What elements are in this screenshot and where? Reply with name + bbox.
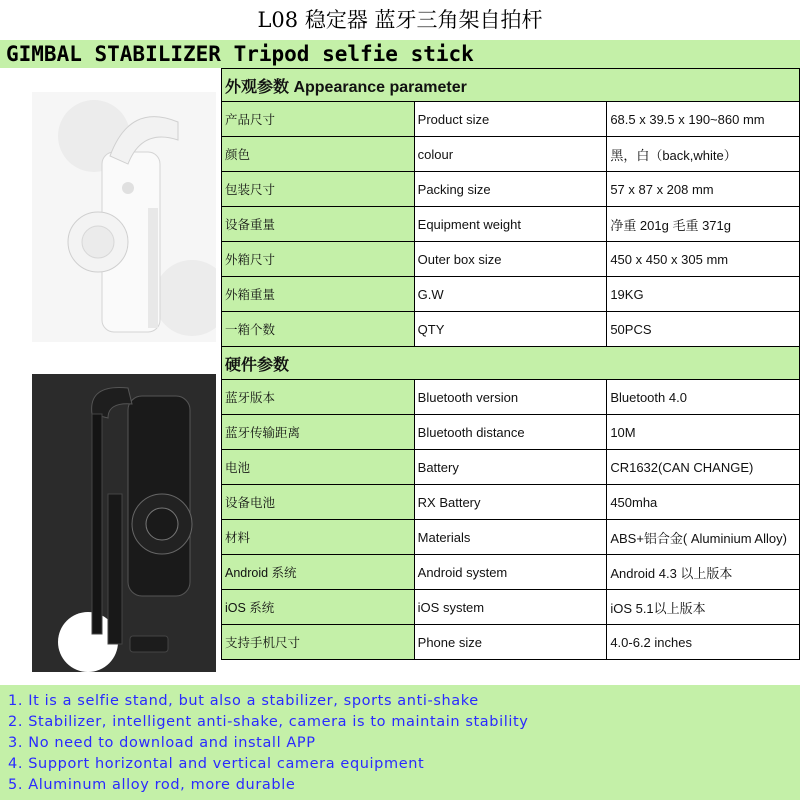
table-row <box>222 277 800 312</box>
feature-note: 2. Stabilizer, intelligent anti-shake, camera is to maintain stability <box>8 714 529 730</box>
spec-label-en: Outer box size <box>414 242 607 277</box>
spec-value: 4.0-6.2 inches <box>607 625 800 660</box>
appearance-section-header <box>222 69 800 102</box>
feature-note: 4. Support horizontal and vertical camera equipment <box>8 756 425 772</box>
table-row <box>222 590 800 625</box>
spec-value: 净重 201g 毛重 371g <box>607 207 800 242</box>
spec-value: CR1632(CAN CHANGE) <box>607 450 800 485</box>
spec-label-en: Packing size <box>414 172 607 207</box>
spec-label-en: iOS system <box>414 590 607 625</box>
table-row <box>222 555 800 590</box>
table-row <box>222 415 800 450</box>
feature-note: 5. Aluminum alloy rod, more durable <box>8 777 296 793</box>
spec-label-zh: 设备重量 <box>222 207 415 242</box>
spec-label-zh: 设备电池 <box>222 485 415 520</box>
spec-value: 19KG <box>607 277 800 312</box>
title-english: GIMBAL STABILIZER Tripod selfie stick <box>0 40 800 68</box>
table-row <box>222 312 800 347</box>
spec-label-en: Equipment weight <box>414 207 607 242</box>
table-row <box>222 380 800 415</box>
spec-value: 450 x 450 x 305 mm <box>607 242 800 277</box>
white-gimbal-stabilizer-image <box>32 92 216 342</box>
spec-label-zh: 蓝牙版本 <box>222 380 415 415</box>
spec-value: 10M <box>607 415 800 450</box>
spec-label-zh: 产品尺寸 <box>222 102 415 137</box>
feature-notes <box>0 685 800 800</box>
feature-note: 3. No need to download and install APP <box>8 735 316 751</box>
feature-note: 1. It is a selfie stand, but also a stabilizer, sports anti-shake <box>8 693 479 709</box>
table-row <box>222 137 800 172</box>
spec-label-zh: 一箱个数 <box>222 312 415 347</box>
spec-value: iOS 5.1以上版本 <box>607 590 800 625</box>
spec-label-zh: iOS 系统 <box>222 590 415 625</box>
spec-label-zh: Android 系统 <box>222 555 415 590</box>
spec-label-en: Bluetooth distance <box>414 415 607 450</box>
spec-value: 57 x 87 x 208 mm <box>607 172 800 207</box>
table-row <box>222 625 800 660</box>
spec-label-zh: 蓝牙传输距离 <box>222 415 415 450</box>
spec-value: 50PCS <box>607 312 800 347</box>
spec-label-zh: 外箱重量 <box>222 277 415 312</box>
table-row <box>222 485 800 520</box>
spec-label-zh: 包装尺寸 <box>222 172 415 207</box>
table-row <box>222 172 800 207</box>
spec-value: Bluetooth 4.0 <box>607 380 800 415</box>
spec-label-zh: 材料 <box>222 520 415 555</box>
appearance-heading: 外观参数 Appearance parameter <box>222 69 800 102</box>
spec-value: Android 4.3 以上版本 <box>607 555 800 590</box>
spec-value: ABS+铝合金( Aluminium Alloy) <box>607 520 800 555</box>
table-row <box>222 520 800 555</box>
spec-label-en: QTY <box>414 312 607 347</box>
spec-label-en: Product size <box>414 102 607 137</box>
spec-label-zh: 外箱尺寸 <box>222 242 415 277</box>
table-row <box>222 450 800 485</box>
product-images <box>0 68 221 685</box>
title-chinese: L08 稳定器 蓝牙三角架自拍杆 <box>257 8 543 32</box>
spec-table <box>221 68 800 660</box>
spec-label-en: G.W <box>414 277 607 312</box>
spec-label-en: Battery <box>414 450 607 485</box>
table-row <box>222 207 800 242</box>
table-row <box>222 242 800 277</box>
hardware-heading: 硬件参数 <box>222 347 800 380</box>
spec-label-en: Phone size <box>414 625 607 660</box>
spec-value: 黑，白（back,white） <box>607 137 800 172</box>
spec-label-zh: 支持手机尺寸 <box>222 625 415 660</box>
spec-value: 450mha <box>607 485 800 520</box>
spec-label-zh: 颜色 <box>222 137 415 172</box>
hardware-section-header <box>222 347 800 380</box>
spec-label-zh: 电池 <box>222 450 415 485</box>
spec-label-en: Materials <box>414 520 607 555</box>
spec-label-en: colour <box>414 137 607 172</box>
spec-label-en: Android system <box>414 555 607 590</box>
spec-label-en: Bluetooth version <box>414 380 607 415</box>
black-gimbal-stabilizer-image <box>32 374 216 672</box>
spec-label-en: RX Battery <box>414 485 607 520</box>
spec-value: 68.5 x 39.5 x 190~860 mm <box>607 102 800 137</box>
table-row <box>222 102 800 137</box>
